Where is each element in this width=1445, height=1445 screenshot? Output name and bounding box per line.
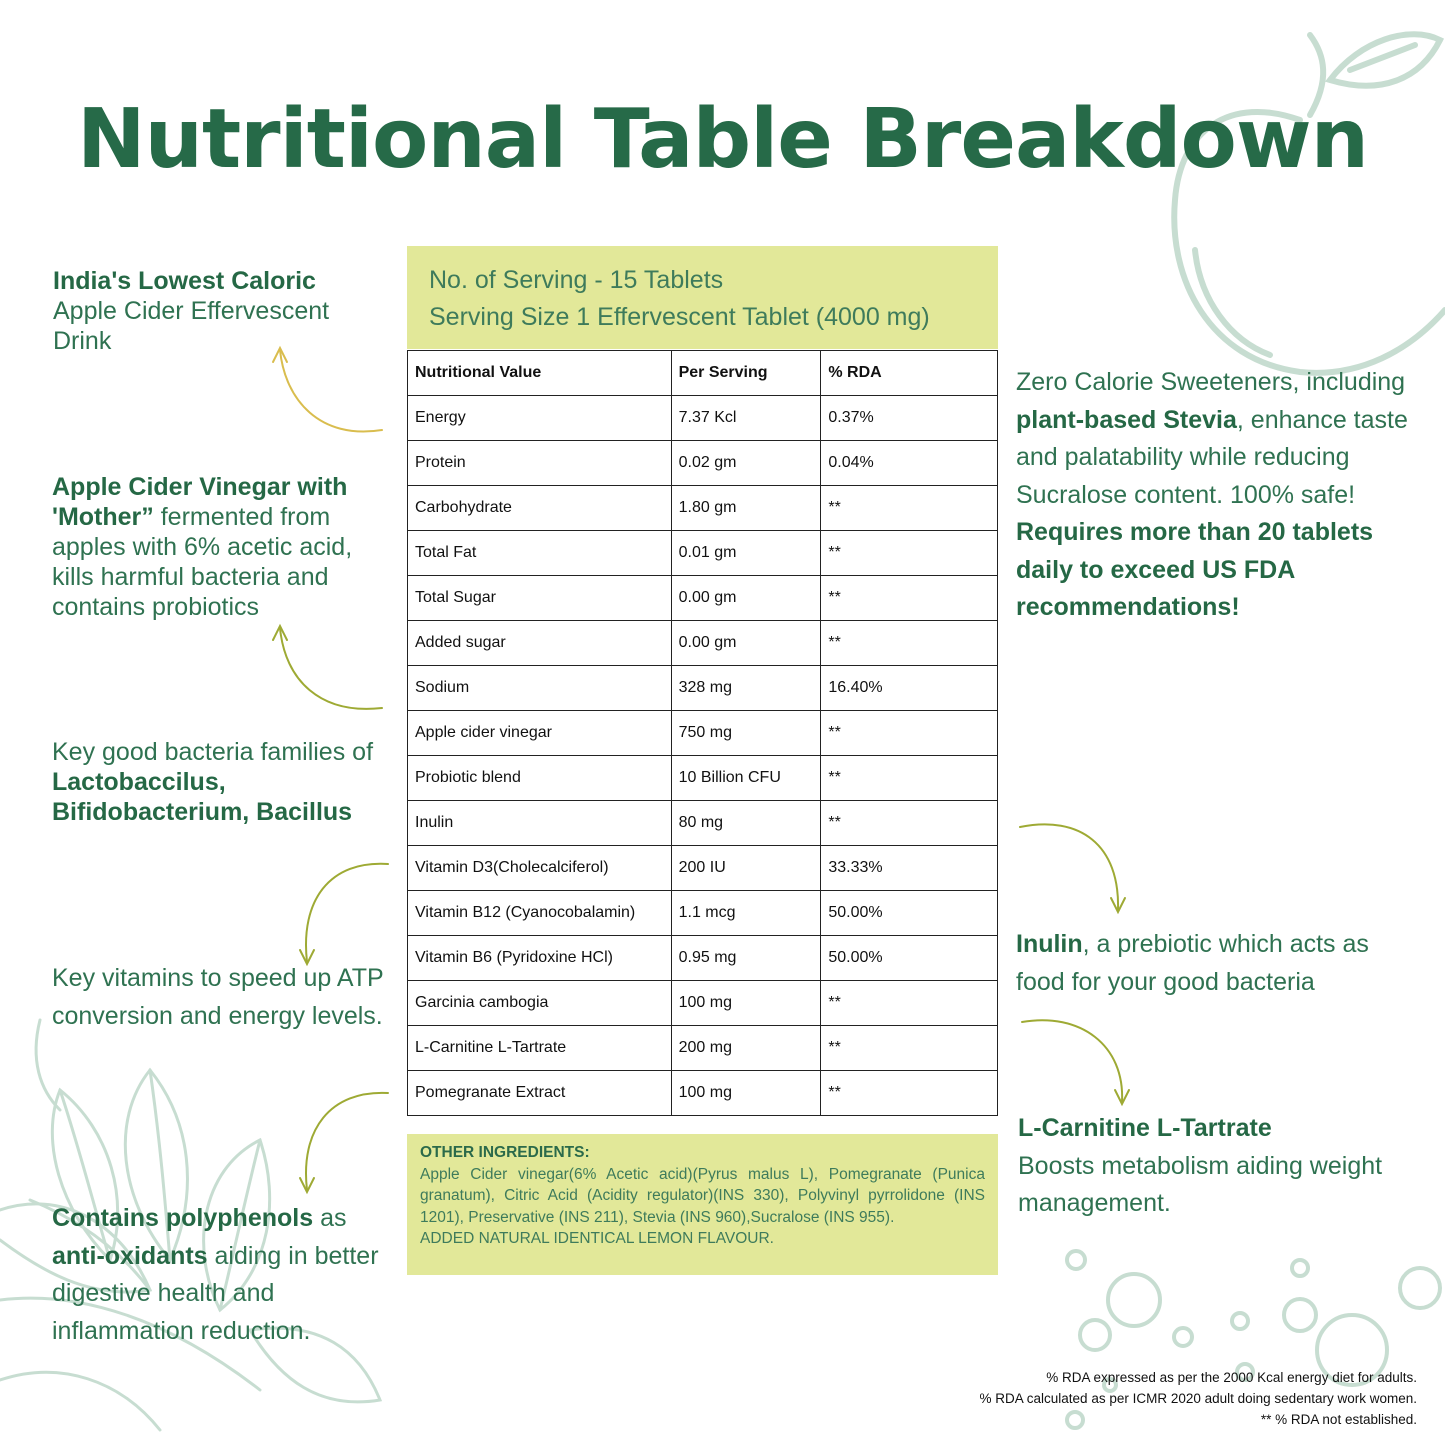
per-serving-value: 0.02 gm xyxy=(671,441,821,486)
nutrient-name: Added sugar xyxy=(408,621,672,666)
table-row xyxy=(408,891,998,936)
rda-value: 0.04% xyxy=(821,441,998,486)
per-serving-value: 100 mg xyxy=(671,981,821,1026)
rda-value: 33.33% xyxy=(821,846,998,891)
nutrient-name: Garcinia cambogia xyxy=(408,981,672,1026)
header-nutritional-value: Nutritional Value xyxy=(408,351,672,396)
table-row xyxy=(408,1071,998,1116)
nutrition-table xyxy=(407,350,998,1116)
other-ingredients-list: Apple Cider vinegar(6% Acetic acid)(Pyrus malus L), Pomegranate (Punica granatum), Citric Acid (Acidity regulator)(INS 330), Polyvinyl pyrrolidone (INS 1201), Preservative (INS 211), Stevia (INS 960),Sucralose (INS 955). xyxy=(420,1165,985,1226)
sweeteners-text-1: Zero Calorie Sweeteners, including xyxy=(1016,368,1406,396)
per-serving-value: 0.95 mg xyxy=(671,936,821,981)
polyphenols-text-1: as xyxy=(313,1204,347,1232)
lowest-caloric-note xyxy=(53,266,393,356)
table-header-row xyxy=(408,351,998,396)
inulin-note xyxy=(1016,926,1416,1001)
rda-value: ** xyxy=(821,576,998,621)
vitamins-text: Key vitamins to speed up ATP conversion and energy levels. xyxy=(52,964,384,1030)
lowest-caloric-bold: India's Lowest Caloric xyxy=(53,267,316,295)
carnitine-bold: L-Carnitine L-Tartrate xyxy=(1018,1114,1272,1142)
nutrient-name: Inulin xyxy=(408,801,672,846)
antioxidants-bold: anti-oxidants xyxy=(52,1241,208,1270)
nutrient-name: Carbohydrate xyxy=(408,486,672,531)
per-serving-value: 10 Billion CFU xyxy=(671,756,821,801)
table-row xyxy=(408,531,998,576)
per-serving-value: 750 mg xyxy=(671,711,821,756)
nutrient-name: Protein xyxy=(408,441,672,486)
per-serving-value: 1.1 mcg xyxy=(671,891,821,936)
acv-mother-bold: Apple Cider Vinegar with 'Mother” xyxy=(52,473,348,531)
table-row xyxy=(408,936,998,981)
acv-mother-note xyxy=(52,472,397,622)
header-per-serving: Per Serving xyxy=(671,351,821,396)
footnote-rda-icmr: % RDA calculated as per ICMR 2020 adult doing sedentary work women. xyxy=(979,1391,1417,1406)
per-serving-value: 0.00 gm xyxy=(671,576,821,621)
good-bacteria-bold: Lactobaccilus, Bifidobacterium, Bacillus xyxy=(52,768,353,826)
rda-value: ** xyxy=(821,981,998,1026)
serving-size: Serving Size 1 Effervescent Tablet (4000 mg) xyxy=(429,303,930,331)
footnote-rda-not-established: ** % RDA not established. xyxy=(1260,1412,1417,1427)
other-ingredients-box xyxy=(407,1134,998,1275)
acv-mother-text: fermented from apples with 6% acetic acid, kills harmful bacteria and contains probiotics xyxy=(52,503,353,621)
per-serving-value: 80 mg xyxy=(671,801,821,846)
rda-value: ** xyxy=(821,621,998,666)
table-row xyxy=(408,801,998,846)
inulin-text: , a prebiotic which acts as food for your good bacteria xyxy=(1016,930,1369,996)
table-row xyxy=(408,486,998,531)
per-serving-value: 0.01 gm xyxy=(671,531,821,576)
good-bacteria-text: Key good bacteria families of xyxy=(52,738,374,766)
polyphenols-text-2: aiding in better digestive health and inflammation reduction. xyxy=(52,1241,379,1345)
nutrient-name: Vitamin B6 (Pyridoxine HCl) xyxy=(408,936,672,981)
rda-value: 16.40% xyxy=(821,666,998,711)
table-row xyxy=(408,576,998,621)
page-title: Nutritional Table Breakdown xyxy=(76,92,1368,187)
sweeteners-text-2: , enhance taste and palatability while reducing Sucralose content. 100% safe! xyxy=(1016,405,1408,509)
serving-count: No. of Serving - 15 Tablets xyxy=(429,266,724,294)
fda-bold: Requires more than 20 tablets daily to exceed US FDA recommendations! xyxy=(1016,518,1374,621)
nutrient-name: Apple cider vinegar xyxy=(408,711,672,756)
per-serving-value: 7.37 Kcl xyxy=(671,396,821,441)
sweeteners-note xyxy=(1016,364,1411,627)
rda-value: 0.37% xyxy=(821,396,998,441)
per-serving-value: 100 mg xyxy=(671,1071,821,1116)
vitamins-note xyxy=(52,960,397,1035)
table-row xyxy=(408,711,998,756)
per-serving-value: 200 mg xyxy=(671,1026,821,1071)
good-bacteria-note xyxy=(52,737,397,827)
rda-value: 50.00% xyxy=(821,891,998,936)
serving-info-box xyxy=(407,246,998,349)
rda-value: ** xyxy=(821,531,998,576)
flavour-note: ADDED NATURAL IDENTICAL LEMON FLAVOUR. xyxy=(420,1230,774,1247)
stevia-bold: plant-based Stevia xyxy=(1016,405,1237,434)
nutrient-name: Sodium xyxy=(408,666,672,711)
rda-value: ** xyxy=(821,801,998,846)
nutrient-name: Vitamin D3(Cholecalciferol) xyxy=(408,846,672,891)
rda-value: ** xyxy=(821,756,998,801)
nutrient-name: Vitamin B12 (Cyanocobalamin) xyxy=(408,891,672,936)
table-row xyxy=(408,1026,998,1071)
nutrient-name: Total Sugar xyxy=(408,576,672,621)
table-row xyxy=(408,441,998,486)
footnotes xyxy=(980,1367,1417,1430)
carnitine-text: Boosts metabolism aiding weight management. xyxy=(1018,1151,1383,1217)
table-row xyxy=(408,756,998,801)
inulin-bold: Inulin xyxy=(1016,930,1083,958)
rda-value: ** xyxy=(821,1026,998,1071)
nutrient-name: Pomegranate Extract xyxy=(408,1071,672,1116)
rda-value: 50.00% xyxy=(821,936,998,981)
table-row xyxy=(408,981,998,1026)
carnitine-note xyxy=(1018,1110,1398,1223)
table-row xyxy=(408,846,998,891)
per-serving-value: 200 IU xyxy=(671,846,821,891)
other-ingredients-heading: OTHER INGREDIENTS: xyxy=(420,1144,590,1161)
table-row xyxy=(408,666,998,711)
rda-value: ** xyxy=(821,486,998,531)
polyphenols-bold: Contains polyphenols xyxy=(52,1204,314,1232)
table-row xyxy=(408,621,998,666)
lowest-caloric-text: Apple Cider Effervescent Drink xyxy=(53,297,330,355)
nutrient-name: L-Carnitine L-Tartrate xyxy=(408,1026,672,1071)
nutrient-name: Total Fat xyxy=(408,531,672,576)
header-rda: % RDA xyxy=(821,351,998,396)
polyphenols-note xyxy=(52,1200,397,1350)
per-serving-value: 0.00 gm xyxy=(671,621,821,666)
nutrient-name: Energy xyxy=(408,396,672,441)
rda-value: ** xyxy=(821,711,998,756)
footnote-rda-kcal: % RDA expressed as per the 2000 Kcal energy diet for adults. xyxy=(1046,1370,1417,1385)
per-serving-value: 1.80 gm xyxy=(671,486,821,531)
table-row xyxy=(408,396,998,441)
apple-outline-icon xyxy=(1174,34,1445,373)
rda-value: ** xyxy=(821,1071,998,1116)
per-serving-value: 328 mg xyxy=(671,666,821,711)
nutrient-name: Probiotic blend xyxy=(408,756,672,801)
